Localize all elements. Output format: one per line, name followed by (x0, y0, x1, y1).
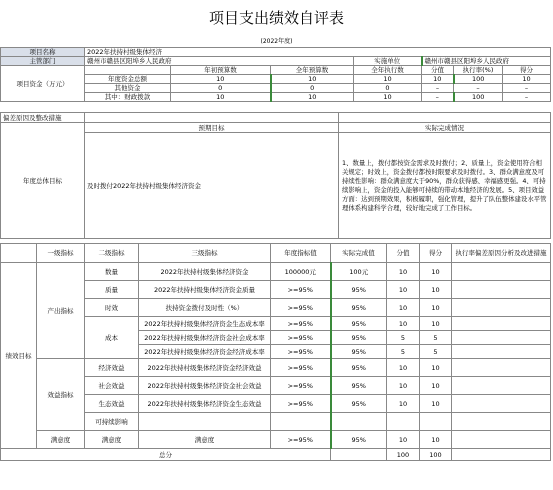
perf-got: 5 (420, 331, 452, 345)
perf-got: 10 (420, 359, 452, 377)
funds-cell: 0 (171, 84, 271, 93)
perf-target: >=95% (271, 281, 331, 299)
dept-label: 主管部门 (1, 57, 85, 66)
perf-level2: 数量 (85, 263, 139, 281)
perf-level3: 扶持资金拨付及时性（%） (139, 299, 271, 317)
funds-cell: 10 (271, 93, 354, 102)
total-label: 总分 (1, 449, 331, 461)
funds-cell: 10 (171, 75, 271, 84)
funds-cell: 10 (503, 75, 551, 84)
funds-cell: – (503, 84, 551, 93)
funds-cell: 0 (354, 84, 422, 93)
perf-score: 10 (387, 317, 420, 331)
perf-target: >=95% (271, 377, 331, 395)
perf-level1: 效益指标 (37, 359, 85, 431)
funds-header-row (1, 66, 551, 75)
perf-actual: 100元 (331, 263, 387, 281)
dept-row (1, 57, 551, 66)
goal-label: 年度总体目标 (1, 123, 85, 239)
perf-remark (452, 281, 551, 299)
funds-label: 项目资金（万元） (1, 66, 85, 102)
perf-level3: 2022年扶持村级集体经济资金经济效益 (139, 359, 271, 377)
perf-score: 5 (387, 331, 420, 345)
perf-level2: 满意度 (85, 431, 139, 449)
impl-label: 实施单位 (354, 57, 422, 66)
funds-cell: 100 (454, 93, 503, 102)
perf-score: 10 (387, 377, 420, 395)
perf-header: 二级指标 (85, 244, 139, 263)
funds-header: 全年执行数 (354, 66, 422, 75)
page-title: 项目支出绩效自评表 (208, 9, 344, 27)
perf-got: 10 (420, 377, 452, 395)
perf-actual: 95% (331, 281, 387, 299)
perf-target (271, 413, 331, 431)
perf-score: 5 (387, 345, 420, 359)
funds-header: 年初预算数 (171, 66, 271, 75)
perf-remark (452, 413, 551, 431)
funds-cell: – (503, 93, 551, 102)
funds-header: 得分 (503, 66, 551, 75)
funds-cell: 10 (422, 75, 454, 84)
goal-plan-text: 及时拨付2022年扶持村级集体经济资金 (85, 133, 339, 239)
perf-remark (452, 263, 551, 281)
impl-value: 赣州市赣县区阳埠乡人民政府 (422, 57, 551, 66)
perf-remark (452, 345, 551, 359)
perf-actual: 95% (331, 359, 387, 377)
perf-target: >=95% (271, 331, 331, 345)
perf-remark (452, 431, 551, 449)
perf-level3: 2022年扶持村级集体经济资金社会效益 (139, 377, 271, 395)
perf-got: 10 (420, 317, 452, 331)
perf-header: 年度指标值 (271, 244, 331, 263)
perf-level2: 时效 (85, 299, 139, 317)
perf-score: 10 (387, 431, 420, 449)
perf-score (387, 413, 420, 431)
dept-value: 赣州市赣县区阳埠乡人民政府 (85, 57, 354, 66)
perf-actual: 95% (331, 317, 387, 331)
perf-actual: 95% (331, 299, 387, 317)
goal-table (0, 112, 551, 239)
funds-table (0, 47, 551, 102)
perf-row (1, 263, 551, 281)
perf-level2: 可持续影响 (85, 413, 139, 431)
perf-got: 10 (420, 263, 452, 281)
perf-remark (452, 359, 551, 377)
perf-remark (452, 377, 551, 395)
funds-cell: 10 (171, 93, 271, 102)
perf-level3: 2022年扶持村级集体经济资金生态成本率 (139, 317, 271, 331)
funds-header: 分值 (422, 66, 454, 75)
perf-header: 实际完成值 (331, 244, 387, 263)
perf-got: 10 (420, 395, 452, 413)
perf-level2: 社会效益 (85, 377, 139, 395)
project-name-row (1, 48, 551, 57)
funds-cell: 10 (354, 75, 422, 84)
perf-side-label: 绩效目标 (1, 263, 37, 449)
perf-actual: 95% (331, 377, 387, 395)
perf-header: 三级指标 (139, 244, 271, 263)
total-row (1, 449, 551, 461)
perf-level3: 满意度 (139, 431, 271, 449)
perf-level3 (139, 413, 271, 431)
perf-level3: 2022年扶持村级集体经济资金社会成本率 (139, 331, 271, 345)
perf-level3: 2022年扶持村级集体经济资金经济成本率 (139, 345, 271, 359)
perf-target: >=95% (271, 317, 331, 331)
perf-header-row (1, 244, 551, 263)
funds-cell: 10 (271, 75, 354, 84)
funds-cell: 100 (454, 75, 503, 84)
perf-got (420, 413, 452, 431)
funds-row-name: 其他资金 (85, 84, 171, 93)
perf-got: 10 (420, 431, 452, 449)
funds-header: 执行率(%) (454, 66, 503, 75)
perf-remark (452, 317, 551, 331)
perf-level3: 2022年扶持村级集体经济资金质量 (139, 281, 271, 299)
funds-row-name: 其中：财政拨款 (85, 93, 171, 102)
perf-remark (452, 331, 551, 345)
year-note: (2022年度) (260, 38, 293, 45)
perf-target: 100000元 (271, 263, 331, 281)
funds-cell: – (422, 93, 454, 102)
perf-level3: 2022年扶持村级集体经济资金 (139, 263, 271, 281)
funds-cell: – (454, 84, 503, 93)
perf-level2: 生态效益 (85, 395, 139, 413)
perf-target: >=95% (271, 299, 331, 317)
perf-row (1, 359, 551, 377)
deviation-label: 偏差原因及整改措施 (1, 113, 85, 123)
perf-target: >=95% (271, 345, 331, 359)
perf-target: >=95% (271, 431, 331, 449)
perf-header: 分值 (387, 244, 420, 263)
perf-remark (452, 395, 551, 413)
perf-header: 得分 (420, 244, 452, 263)
perf-target: >=95% (271, 359, 331, 377)
perf-level3: 2022年扶持村级集体经济资金生态效益 (139, 395, 271, 413)
perf-score: 10 (387, 395, 420, 413)
funds-cell: – (422, 84, 454, 93)
perf-actual: 95% (331, 331, 387, 345)
perf-level2: 质量 (85, 281, 139, 299)
perf-row (1, 431, 551, 449)
goal-actual-text: 1、数量上，拨付都按资金需求及时拨付；2、质量上，资金使用符合相关规定；时效上，资金拨付都按时限要求及时拨付。3、群众满意度及可持续性影响：群众满意度大于90%，群众获得感、幸福感更强。4、可持续影响上，资金的投入能够可持续的带动本地经济的发展。5、项目效益方面：达到预期效果，积极履职，强化管理，提升了队伍整体建设水平管理体系构建科学合理，较好地完成了工作目标。 (339, 133, 551, 239)
perf-actual: 95% (331, 431, 387, 449)
perf-remark (452, 299, 551, 317)
perf-level1: 产出指标 (37, 263, 85, 359)
funds-cell: 0 (271, 84, 354, 93)
perf-got: 5 (420, 345, 452, 359)
perf-level1: 满意度 (37, 431, 85, 449)
perf-actual: 95% (331, 395, 387, 413)
perf-level2: 经济效益 (85, 359, 139, 377)
perf-score: 10 (387, 263, 420, 281)
perf-actual (331, 413, 387, 431)
total-score: 100 (387, 449, 420, 461)
funds-cell: 10 (354, 93, 422, 102)
project-name-value: 2022年扶持村级集体经济 (85, 48, 551, 57)
perf-header: 一级指标 (37, 244, 85, 263)
performance-table (0, 243, 551, 461)
goal-actual-header: 实际完成情况 (339, 123, 551, 133)
perf-got: 10 (420, 281, 452, 299)
perf-score: 10 (387, 359, 420, 377)
funds-header: 全年预算数 (271, 66, 354, 75)
perf-score: 10 (387, 299, 420, 317)
perf-level2: 成本 (85, 317, 139, 359)
perf-score: 10 (387, 281, 420, 299)
perf-target: >=95% (271, 395, 331, 413)
project-name-label: 项目名称 (1, 48, 85, 57)
funds-row-name: 年度资金总额 (85, 75, 171, 84)
perf-header: 执行率偏差原因分析及改进措施 (452, 244, 551, 263)
total-got: 100 (420, 449, 452, 461)
perf-actual: 95% (331, 345, 387, 359)
perf-got: 10 (420, 299, 452, 317)
goal-plan-header: 预期目标 (85, 123, 339, 133)
